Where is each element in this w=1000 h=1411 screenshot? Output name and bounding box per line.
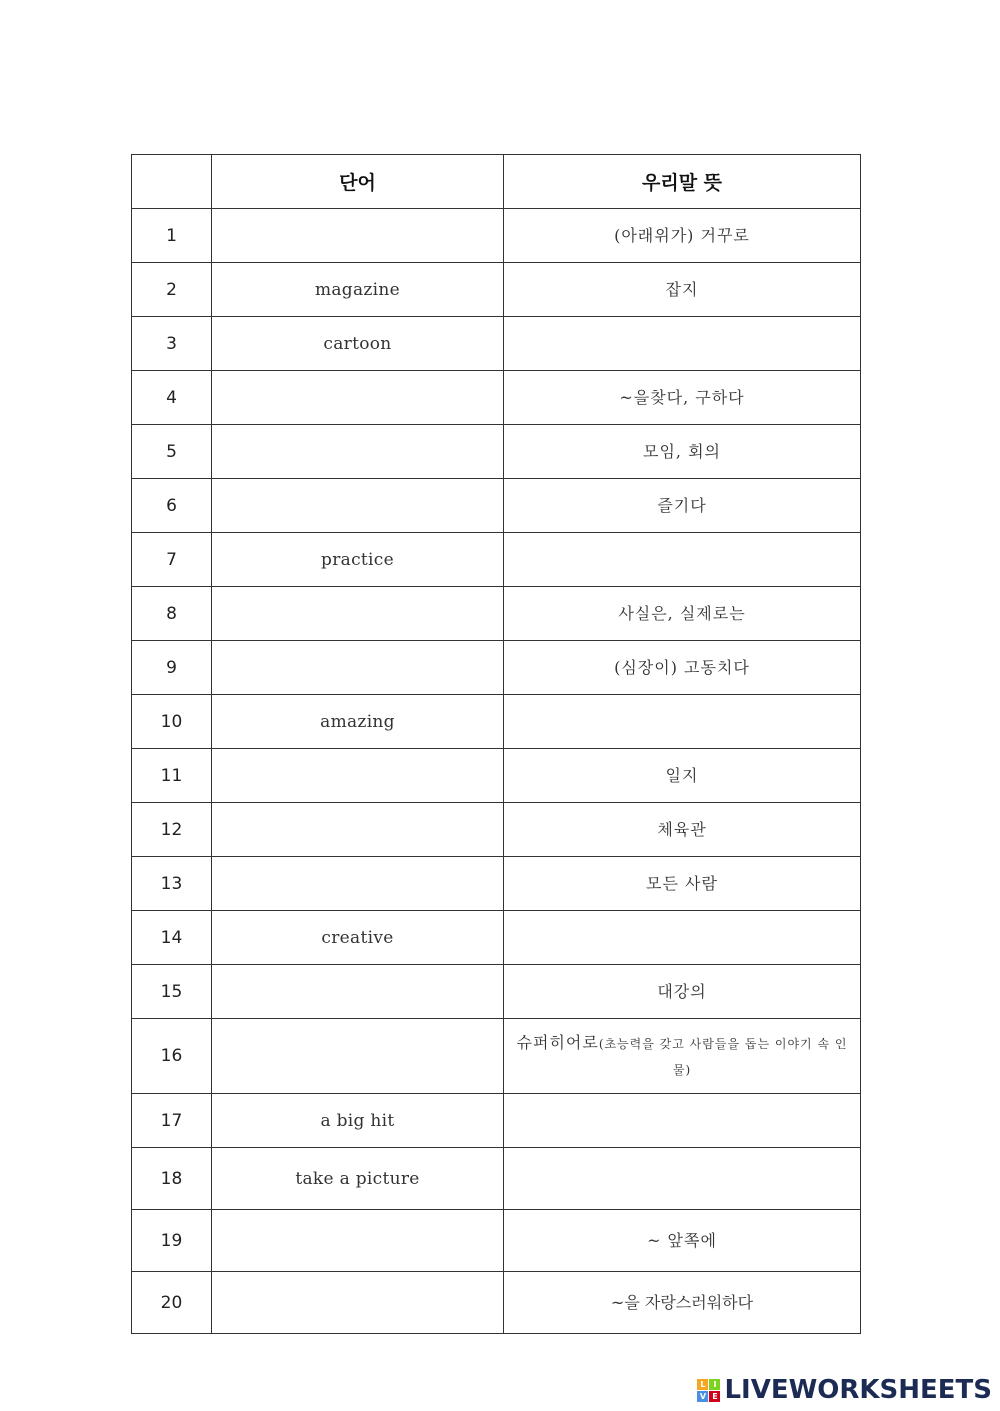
word-cell[interactable] xyxy=(212,479,504,533)
word-cell[interactable] xyxy=(212,1210,504,1272)
row-number: 13 xyxy=(132,857,212,911)
table-row xyxy=(132,317,861,371)
table-row xyxy=(132,803,861,857)
meaning-cell[interactable] xyxy=(504,479,861,533)
row-number: 11 xyxy=(132,749,212,803)
word-cell[interactable] xyxy=(212,425,504,479)
table-row xyxy=(132,1019,861,1094)
row-number: 15 xyxy=(132,965,212,1019)
meaning-cell[interactable] xyxy=(504,803,861,857)
row-number: 18 xyxy=(132,1148,212,1210)
meaning-cell[interactable] xyxy=(504,749,861,803)
header-word: 단어 xyxy=(212,155,504,209)
meaning-cell[interactable] xyxy=(504,263,861,317)
meaning-text: 사실은, 실제로는 xyxy=(618,603,746,623)
meaning-cell[interactable] xyxy=(504,587,861,641)
meaning-text: 즐기다 xyxy=(657,495,707,515)
row-number: 4 xyxy=(132,371,212,425)
word-cell[interactable]: take a picture xyxy=(212,1148,504,1210)
row-number: 3 xyxy=(132,317,212,371)
row-number: 16 xyxy=(132,1019,212,1094)
row-number: 10 xyxy=(132,695,212,749)
brand-name: LIVEWORKSHEETS xyxy=(724,1375,992,1405)
word-cell[interactable] xyxy=(212,1019,504,1094)
word-cell[interactable] xyxy=(212,1272,504,1334)
meaning-text: ~을 자랑스러워하다 xyxy=(610,1292,754,1312)
table-body xyxy=(132,209,861,1334)
meaning-note: (초능력을 갖고 사람들을 돕는 이야기 속 인물) xyxy=(598,1037,848,1077)
row-number: 20 xyxy=(132,1272,212,1334)
table-row xyxy=(132,749,861,803)
table-row xyxy=(132,1210,861,1272)
word-cell[interactable]: a big hit xyxy=(212,1094,504,1148)
table-row xyxy=(132,371,861,425)
table-row xyxy=(132,587,861,641)
word-cell[interactable] xyxy=(212,641,504,695)
meaning-text: 일지 xyxy=(665,765,699,785)
meaning-text: ~을찾다, 구하다 xyxy=(619,387,745,407)
meaning-cell[interactable] xyxy=(504,911,861,965)
logo-letter: L xyxy=(697,1379,708,1390)
word-cell[interactable] xyxy=(212,209,504,263)
row-number: 19 xyxy=(132,1210,212,1272)
meaning-cell[interactable] xyxy=(504,1210,861,1272)
row-number: 7 xyxy=(132,533,212,587)
meaning-cell[interactable] xyxy=(504,1094,861,1148)
row-number: 2 xyxy=(132,263,212,317)
meaning-cell[interactable] xyxy=(504,1148,861,1210)
row-number: 1 xyxy=(132,209,212,263)
logo-letter: E xyxy=(709,1391,720,1402)
meaning-text: 체육관 xyxy=(657,819,707,839)
table-row xyxy=(132,479,861,533)
meaning-cell[interactable] xyxy=(504,695,861,749)
meaning-text: (아래위가) 거꾸로 xyxy=(614,225,750,245)
meaning-cell[interactable] xyxy=(504,641,861,695)
word-cell[interactable] xyxy=(212,587,504,641)
table-header-row xyxy=(132,155,861,209)
logo-letter: V xyxy=(697,1391,708,1402)
table-row xyxy=(132,695,861,749)
meaning-text: 모임, 회의 xyxy=(643,441,721,461)
meaning-text: 잡지 xyxy=(665,279,699,299)
table-row xyxy=(132,857,861,911)
row-number: 14 xyxy=(132,911,212,965)
word-cell[interactable]: creative xyxy=(212,911,504,965)
meaning-cell[interactable] xyxy=(504,1272,861,1334)
row-number: 12 xyxy=(132,803,212,857)
liveworksheets-icon xyxy=(697,1379,720,1402)
row-number: 6 xyxy=(132,479,212,533)
meaning-text: 대강의 xyxy=(657,981,707,1001)
meaning-text: 모든 사람 xyxy=(646,873,718,893)
header-number xyxy=(132,155,212,209)
word-cell[interactable]: magazine xyxy=(212,263,504,317)
word-cell[interactable]: practice xyxy=(212,533,504,587)
word-cell[interactable]: amazing xyxy=(212,695,504,749)
table-row xyxy=(132,965,861,1019)
row-number: 5 xyxy=(132,425,212,479)
meaning-cell[interactable] xyxy=(504,1019,861,1094)
liveworksheets-logo xyxy=(697,1373,992,1407)
word-cell[interactable] xyxy=(212,965,504,1019)
table-row xyxy=(132,209,861,263)
table-row xyxy=(132,1148,861,1210)
table-row xyxy=(132,911,861,965)
word-cell[interactable] xyxy=(212,857,504,911)
row-number: 8 xyxy=(132,587,212,641)
table-row xyxy=(132,263,861,317)
table-row xyxy=(132,641,861,695)
word-cell[interactable]: cartoon xyxy=(212,317,504,371)
meaning-cell[interactable] xyxy=(504,209,861,263)
logo-letter: I xyxy=(709,1379,720,1390)
meaning-cell[interactable] xyxy=(504,965,861,1019)
word-cell[interactable] xyxy=(212,803,504,857)
meaning-cell[interactable] xyxy=(504,857,861,911)
meaning-text: ~ 앞쪽에 xyxy=(647,1230,717,1250)
table-row xyxy=(132,533,861,587)
meaning-cell[interactable] xyxy=(504,317,861,371)
meaning-cell[interactable] xyxy=(504,533,861,587)
word-cell[interactable] xyxy=(212,371,504,425)
meaning-cell[interactable] xyxy=(504,425,861,479)
header-meaning: 우리말 뜻 xyxy=(504,155,861,209)
table-row xyxy=(132,1094,861,1148)
table-row xyxy=(132,425,861,479)
meaning-text: 슈퍼히어로 xyxy=(516,1033,599,1053)
word-cell[interactable] xyxy=(212,749,504,803)
meaning-cell[interactable] xyxy=(504,371,861,425)
table-row xyxy=(132,1272,861,1334)
row-number: 17 xyxy=(132,1094,212,1148)
row-number: 9 xyxy=(132,641,212,695)
meaning-text: (심장이) 고동치다 xyxy=(614,657,750,677)
vocabulary-table xyxy=(131,154,861,1334)
